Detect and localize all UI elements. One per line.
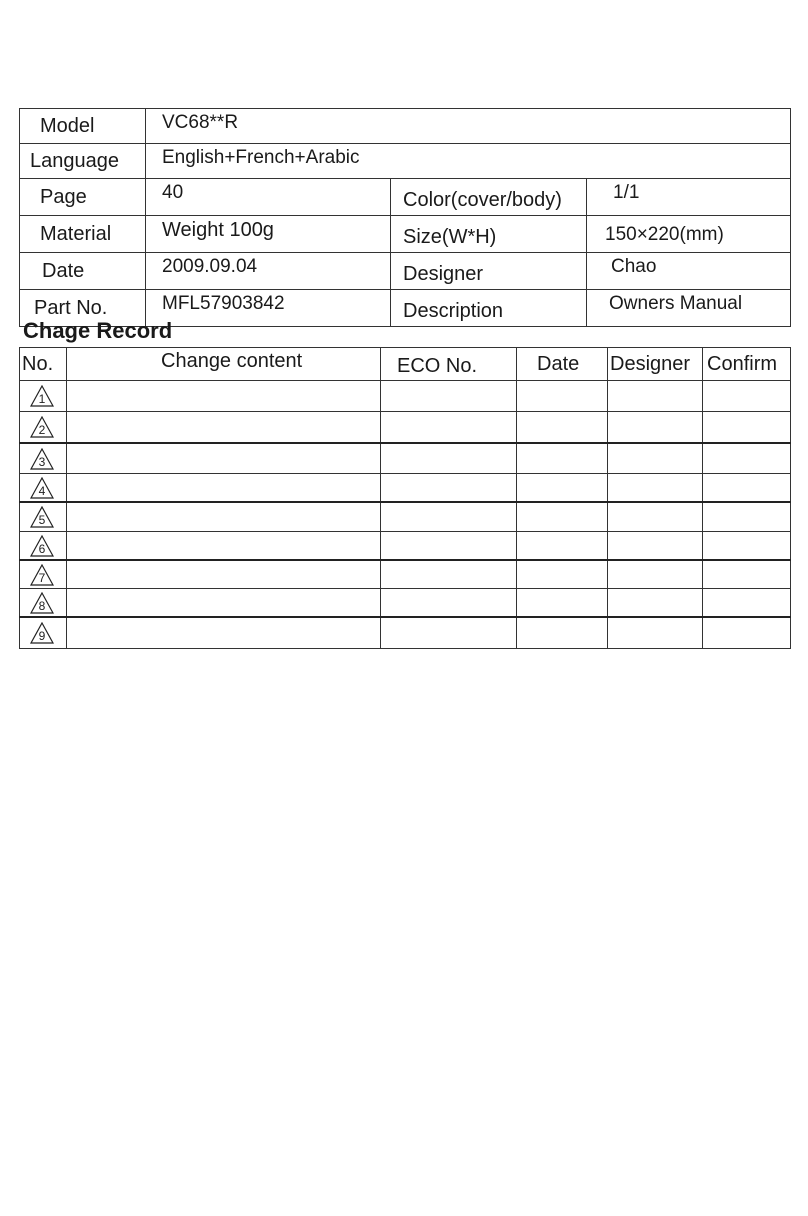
row-cell-no xyxy=(20,443,67,474)
revision-number: 5 xyxy=(38,513,46,527)
designer-value: Chao xyxy=(587,253,791,290)
change-record-row xyxy=(20,617,791,649)
description-value: Owners Manual xyxy=(587,290,791,327)
revision-triangle-icon xyxy=(30,506,54,528)
row-cell-date xyxy=(517,617,608,649)
revision-triangle-icon xyxy=(30,477,54,499)
part-label: Part No. xyxy=(20,290,146,327)
row-cell-eco xyxy=(381,443,517,474)
revision-number: 2 xyxy=(38,423,46,437)
designer-label: Designer xyxy=(391,253,587,290)
row-cell-designer xyxy=(608,532,703,561)
row-cell-eco xyxy=(381,532,517,561)
row-cell-designer xyxy=(608,381,703,412)
change-record-table xyxy=(19,347,791,649)
revision-triangle-icon xyxy=(30,622,54,644)
spec-row-model xyxy=(20,109,791,144)
row-cell-no xyxy=(20,474,67,503)
row-cell-designer xyxy=(608,560,703,589)
row-cell-designer xyxy=(608,617,703,649)
row-cell-designer xyxy=(608,443,703,474)
revision-number: 1 xyxy=(38,392,46,406)
revision-number: 9 xyxy=(38,629,46,643)
header-change-content: Change content xyxy=(67,348,381,381)
part-value: MFL57903842 xyxy=(146,290,391,327)
row-cell-date xyxy=(517,412,608,444)
header-designer: Designer xyxy=(608,348,703,381)
row-cell-date xyxy=(517,560,608,589)
row-cell-designer xyxy=(608,474,703,503)
row-cell-confirm xyxy=(703,617,791,649)
size-value: 150×220(mm) xyxy=(587,216,791,253)
revision-number: 7 xyxy=(38,570,46,585)
change-record-row xyxy=(20,560,791,589)
row-cell-content xyxy=(67,381,381,412)
row-cell-confirm xyxy=(703,589,791,618)
row-cell-designer xyxy=(608,502,703,532)
row-cell-date xyxy=(517,474,608,503)
material-value: Weight 100g xyxy=(146,216,391,253)
change-record-row xyxy=(20,474,791,503)
revision-triangle-icon xyxy=(30,448,54,470)
row-cell-content xyxy=(67,443,381,474)
revision-triangle-icon xyxy=(30,592,54,614)
row-cell-content xyxy=(67,617,381,649)
change-record-title: Chage Record xyxy=(23,318,173,343)
change-record-row xyxy=(20,381,791,412)
row-cell-date xyxy=(517,532,608,561)
row-cell-date xyxy=(517,381,608,412)
row-cell-no xyxy=(20,560,67,589)
row-cell-confirm xyxy=(703,560,791,589)
row-cell-confirm xyxy=(703,502,791,532)
row-cell-confirm xyxy=(703,381,791,412)
model-label: Model xyxy=(20,109,146,144)
change-record-row xyxy=(20,412,791,444)
model-value: VC68**R xyxy=(146,109,791,144)
size-label: Size(W*H) xyxy=(391,216,587,253)
row-cell-eco xyxy=(381,560,517,589)
row-cell-designer xyxy=(608,412,703,444)
row-cell-designer xyxy=(608,589,703,618)
row-cell-content xyxy=(67,560,381,589)
header-no: No. xyxy=(20,348,67,381)
row-cell-eco xyxy=(381,617,517,649)
row-cell-eco xyxy=(381,589,517,618)
change-record-body xyxy=(20,381,791,649)
language-label: Language xyxy=(20,144,146,179)
row-cell-content xyxy=(67,474,381,503)
spec-row-date xyxy=(20,253,791,290)
description-label: Description xyxy=(391,290,587,327)
date-label: Date xyxy=(20,253,146,290)
row-cell-no xyxy=(20,412,67,444)
spec-row-material xyxy=(20,216,791,253)
row-cell-eco xyxy=(381,474,517,503)
change-record-header-row xyxy=(20,348,791,381)
page-value: 40 xyxy=(146,179,391,216)
row-cell-no xyxy=(20,502,67,532)
revision-number: 6 xyxy=(38,541,46,556)
row-cell-date xyxy=(517,589,608,618)
language-value: English+French+Arabic xyxy=(146,144,791,179)
change-record-row xyxy=(20,443,791,474)
page-label: Page xyxy=(20,179,146,216)
change-record-row xyxy=(20,502,791,532)
material-label: Material xyxy=(20,216,146,253)
revision-triangle-icon xyxy=(30,416,54,438)
row-cell-confirm xyxy=(703,412,791,444)
revision-triangle-icon xyxy=(30,535,54,557)
spec-row-language xyxy=(20,144,791,179)
row-cell-no xyxy=(20,617,67,649)
row-cell-no xyxy=(20,381,67,412)
row-cell-eco xyxy=(381,381,517,412)
row-cell-content xyxy=(67,502,381,532)
row-cell-confirm xyxy=(703,532,791,561)
row-cell-no xyxy=(20,532,67,561)
spec-table xyxy=(19,108,791,327)
revision-number: 8 xyxy=(38,598,46,613)
revision-triangle-icon xyxy=(30,385,54,407)
header-date: Date xyxy=(517,348,608,381)
date-value: 2009.09.04 xyxy=(146,253,391,290)
row-cell-eco xyxy=(381,502,517,532)
row-cell-date xyxy=(517,443,608,474)
row-cell-date xyxy=(517,502,608,532)
change-record-row xyxy=(20,589,791,618)
row-cell-no xyxy=(20,589,67,618)
row-cell-confirm xyxy=(703,443,791,474)
row-cell-content xyxy=(67,589,381,618)
change-record-row xyxy=(20,532,791,561)
header-eco-no: ECO No. xyxy=(381,348,517,381)
header-confirm: Confirm xyxy=(703,348,791,381)
color-label: Color(cover/body) xyxy=(391,179,587,216)
spec-row-page xyxy=(20,179,791,216)
revision-number: 4 xyxy=(38,483,46,498)
row-cell-content xyxy=(67,532,381,561)
row-cell-eco xyxy=(381,412,517,444)
revision-triangle-icon xyxy=(30,564,54,586)
revision-number: 3 xyxy=(38,454,46,469)
color-value: 1/1 xyxy=(587,179,791,216)
row-cell-content xyxy=(67,412,381,444)
row-cell-confirm xyxy=(703,474,791,503)
